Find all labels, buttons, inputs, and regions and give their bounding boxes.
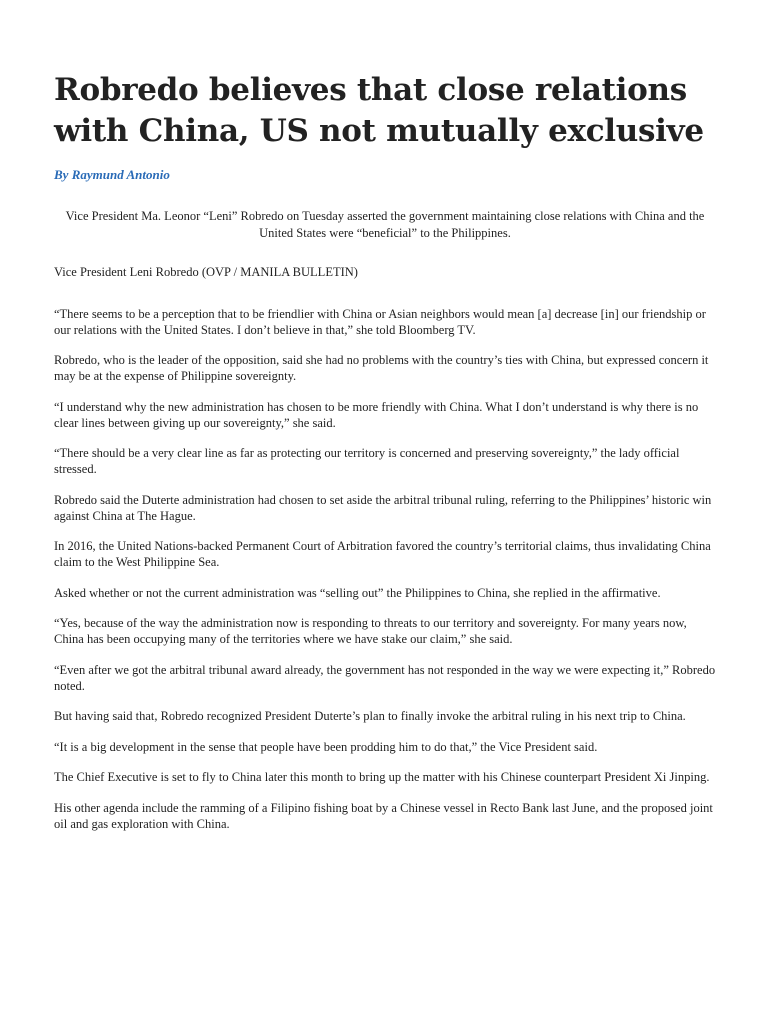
photo-caption: Vice President Leni Robredo (OVP / MANILA BULLETIN) — [54, 265, 358, 279]
body-paragraph: Asked whether or not the current administration was “selling out” the Philippines to China, she replied in the affirmative. — [54, 585, 661, 600]
body-paragraph: “It is a big development in the sense that people have been prodding him to do that,” the Vice President said. — [54, 739, 598, 754]
body-paragraph: Robredo said the Duterte administration had chosen to set aside the arbitral tribunal ruling, referring to the Philippines’ historic win against China at The Hague. — [54, 492, 712, 523]
body-paragraph: “Yes, because of the way the administration now is responding to threats to our territory and sovereignty. For many years now, China has been occupying many of the territories where we have stake our claim,” she said. — [54, 616, 687, 646]
body-paragraph: The Chief Executive is set to fly to China later this month to bring up the matter with his Chinese counterpart President Xi Jinping. — [54, 770, 710, 784]
article-body — [54, 306, 716, 832]
headline: Robredo believes that close relations with China, US not mutually exclusive — [54, 72, 704, 149]
body-paragraph: “I understand why the new administration has chosen to be more friendly with China. What I don’t understand is why there is no clear lines between giving up our sovereignty,” she said. — [54, 399, 699, 430]
lede-paragraph: Vice President Ma. Leonor “Leni” Robredo on Tuesday asserted the government maintaining close relations with China and the United States were “beneficial” to the Philippines. — [65, 209, 705, 240]
body-paragraph: But having said that, Robredo recognized President Duterte’s plan to finally invoke the arbitral ruling in his next trip to China. — [54, 709, 686, 723]
body-paragraph: His other agenda include the ramming of a Filipino fishing boat by a Chinese vessel in Recto Bank last June, and the proposed joint oil and gas exploration with China. — [54, 800, 713, 831]
body-paragraph: “There should be a very clear line as far as protecting our territory is concerned and preserving sovereignty,” the lady official stressed. — [54, 446, 680, 476]
body-paragraph: Robredo, who is the leader of the opposition, said she had no problems with the country’s ties with China, but expressed concern it may be at the expense of Philippine sovereignty. — [54, 353, 709, 383]
body-paragraph: “Even after we got the arbitral tribunal award already, the government has not responded in the way we were expecting it,” Robredo noted. — [54, 662, 716, 693]
body-paragraph: In 2016, the United Nations-backed Permanent Court of Arbitration favored the country’s territorial claims, thus invalidating China claim to the West Philippine Sea. — [54, 539, 711, 569]
byline[interactable]: By Raymund Antonio — [54, 167, 170, 182]
article — [54, 70, 716, 846]
body-paragraph: “There seems to be a perception that to be friendlier with China or Asian neighbors would mean [a] decrease [in] our friendship or our relations with the United States. I don’t believe in that,” she told Bloomberg TV. — [54, 306, 706, 337]
